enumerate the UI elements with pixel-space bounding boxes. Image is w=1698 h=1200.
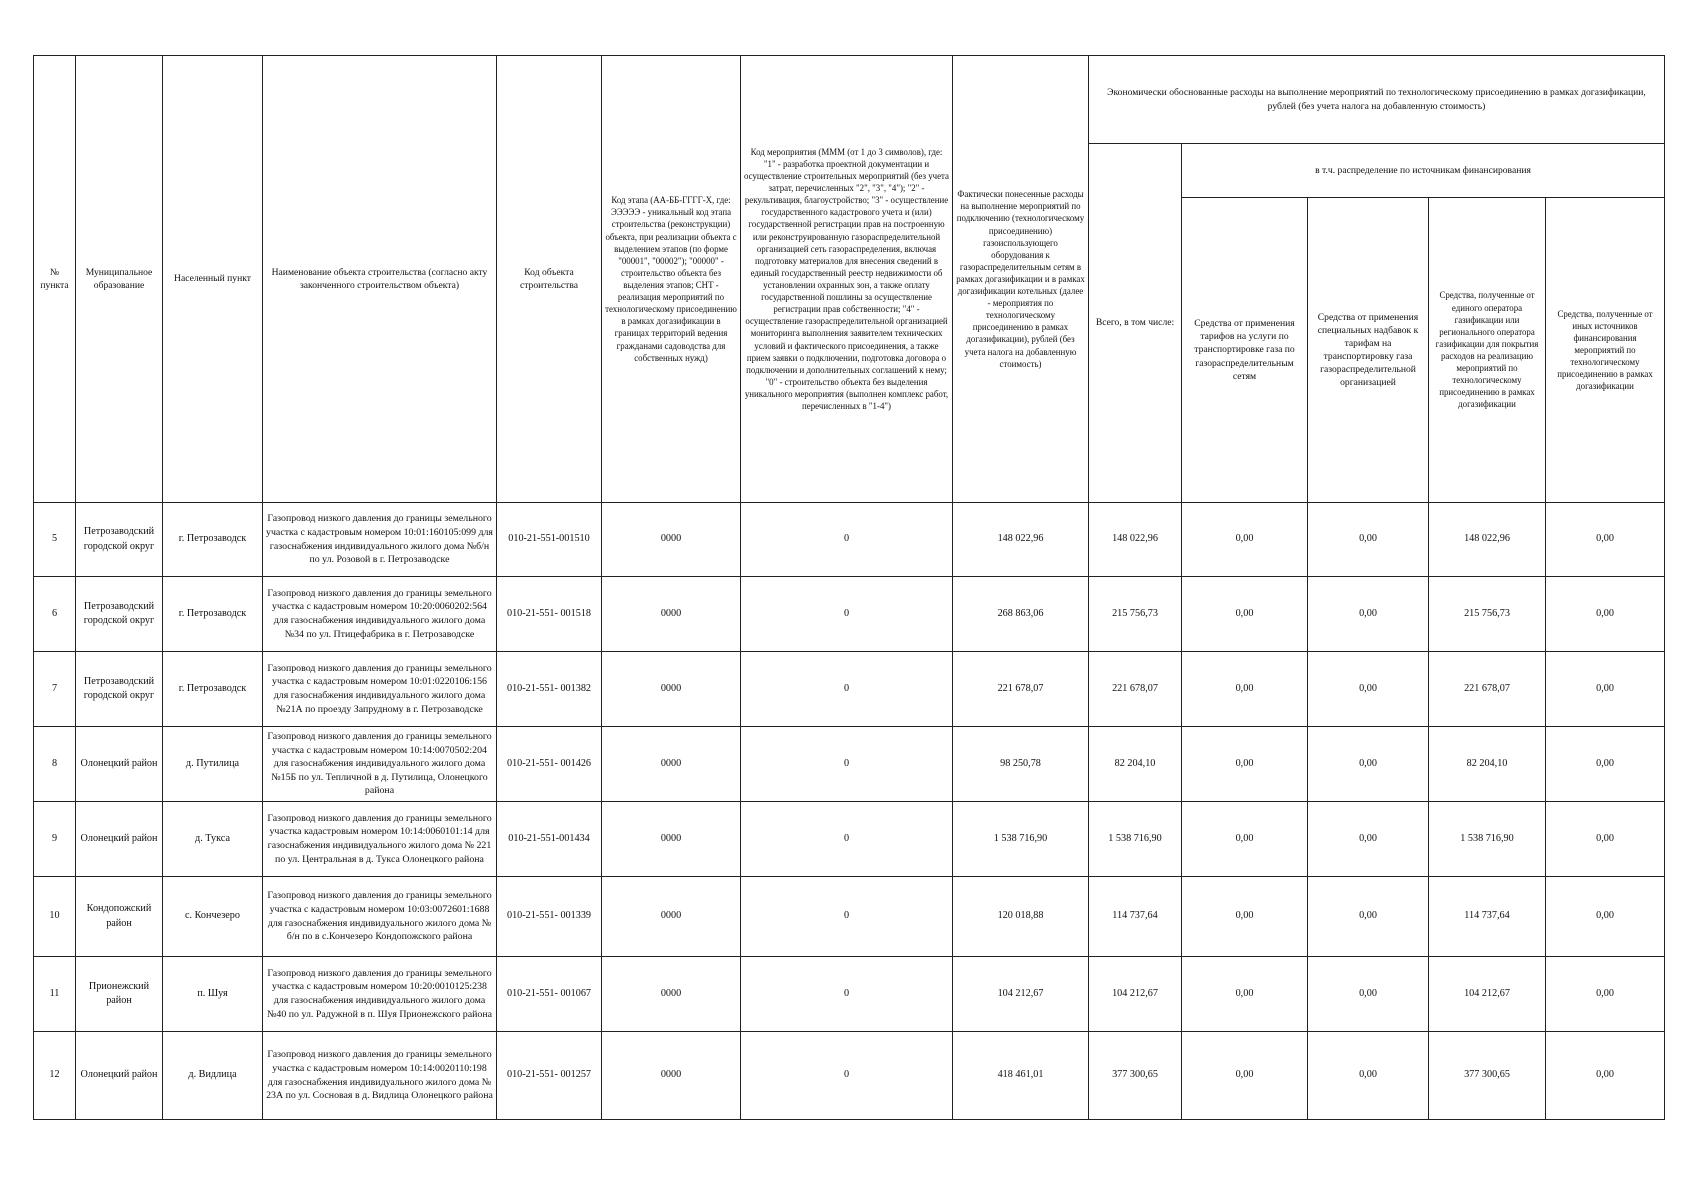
- cell-event-code: 0: [741, 727, 953, 802]
- cell-municipality: Кондопожский район: [76, 877, 163, 957]
- table-row: [34, 1032, 1665, 1120]
- cell-operator: 82 204,10: [1429, 727, 1546, 802]
- cell-total: 221 678,07: [1089, 652, 1182, 727]
- cell-event-code: 0: [741, 877, 953, 957]
- cell-surcharges: 0,00: [1308, 577, 1429, 652]
- table-row: [34, 802, 1665, 877]
- cell-actual: 120 018,88: [953, 877, 1089, 957]
- cell-settlement: г. Петрозаводск: [163, 652, 263, 727]
- cell-surcharges: 0,00: [1308, 957, 1429, 1032]
- header-src-surcharges: Средства от применения специальных надбавок к тарифам на транспортировку газа газораспределительной организацией: [1308, 198, 1429, 503]
- cell-municipality: Олонецкий район: [76, 802, 163, 877]
- cell-actual: 268 863,06: [953, 577, 1089, 652]
- dogasification-table: [33, 55, 1665, 1120]
- cell-actual: 104 212,67: [953, 957, 1089, 1032]
- header-municipality: Муниципальное образование: [76, 56, 163, 503]
- cell-tariffs: 0,00: [1182, 727, 1308, 802]
- cell-object-code: 010-21-551- 001257: [497, 1032, 602, 1120]
- cell-total: 82 204,10: [1089, 727, 1182, 802]
- cell-operator: 215 756,73: [1429, 577, 1546, 652]
- cell-settlement: д. Видлица: [163, 1032, 263, 1120]
- cell-stage-code: 0000: [602, 957, 741, 1032]
- header-total: Всего, в том числе:: [1089, 144, 1182, 503]
- cell-surcharges: 0,00: [1308, 877, 1429, 957]
- cell-tariffs: 0,00: [1182, 877, 1308, 957]
- cell-municipality: Олонецкий район: [76, 1032, 163, 1120]
- header-settlement: Населенный пункт: [163, 56, 263, 503]
- cell-num: 9: [34, 802, 76, 877]
- cell-object-code: 010-21-551- 001518: [497, 577, 602, 652]
- cell-surcharges: 0,00: [1308, 1032, 1429, 1120]
- cell-event-code: 0: [741, 1032, 953, 1120]
- cell-object-code: 010-21-551- 001067: [497, 957, 602, 1032]
- cell-event-code: 0: [741, 652, 953, 727]
- cell-num: 7: [34, 652, 76, 727]
- cell-stage-code: 0000: [602, 877, 741, 957]
- cell-object-name: Газопровод низкого давления до границы земельного участка с кадастровым номером 10:03:0072601:1688 для газоснабжения индивидуального жилого дома № б/н по в с.Кончезеро Кондопожского района: [263, 877, 497, 957]
- cell-event-code: 0: [741, 577, 953, 652]
- cell-stage-code: 0000: [602, 577, 741, 652]
- cell-object-code: 010-21-551-001510: [497, 503, 602, 577]
- cell-num: 10: [34, 877, 76, 957]
- cell-object-name: Газопровод низкого давления до границы земельного участка с кадастровым номером 10:20:0010125:238 для газоснабжения индивидуального жилого дома №40 по ул. Радужной в п. Шуя Прионежского района: [263, 957, 497, 1032]
- cell-operator: 114 737,64: [1429, 877, 1546, 957]
- cell-event-code: 0: [741, 802, 953, 877]
- cell-object-code: 010-21-551- 001426: [497, 727, 602, 802]
- cell-tariffs: 0,00: [1182, 957, 1308, 1032]
- cell-object-code: 010-21-551- 001382: [497, 652, 602, 727]
- cell-operator: 148 022,96: [1429, 503, 1546, 577]
- header-econ-group: Экономически обоснованные расходы на выполнение мероприятий по технологическому присоединению в рамках догазификации, рублей (без учета налога на добавленную стоимость): [1089, 56, 1665, 144]
- cell-other: 0,00: [1546, 503, 1665, 577]
- cell-total: 148 022,96: [1089, 503, 1182, 577]
- table-row: [34, 957, 1665, 1032]
- cell-other: 0,00: [1546, 652, 1665, 727]
- cell-total: 104 212,67: [1089, 957, 1182, 1032]
- cell-tariffs: 0,00: [1182, 652, 1308, 727]
- cell-total: 377 300,65: [1089, 1032, 1182, 1120]
- header-sources-group: в т.ч. распределение по источникам финансирования: [1182, 144, 1665, 198]
- cell-object-name: Газопровод низкого давления до границы земельного участка с кадастровым номером 10:14:0020110:198 для газоснабжения индивидуального жилого дома № 23А по ул. Сосновая в д. Видлица Олонецкого района: [263, 1032, 497, 1120]
- cell-tariffs: 0,00: [1182, 577, 1308, 652]
- cell-surcharges: 0,00: [1308, 802, 1429, 877]
- cell-object-code: 010-21-551- 001339: [497, 877, 602, 957]
- cell-actual: 1 538 716,90: [953, 802, 1089, 877]
- cell-municipality: Петрозаводский городской округ: [76, 503, 163, 577]
- cell-stage-code: 0000: [602, 1032, 741, 1120]
- cell-event-code: 0: [741, 957, 953, 1032]
- cell-num: 12: [34, 1032, 76, 1120]
- cell-actual: 98 250,78: [953, 727, 1089, 802]
- cell-operator: 104 212,67: [1429, 957, 1546, 1032]
- cell-object-name: Газопровод низкого давления до границы земельного участка кадастровым номером 10:14:0060101:14 для газоснабжения индивидуального жилого дома № 221 по ул. Центральная в д. Тукса Олонецкого района: [263, 802, 497, 877]
- header-src-operator: Средства, полученные от единого оператора газификации или регионального оператора газификации для покрытия расходов на реализацию мероприятий по технологическому присоединению в рамках догазификации: [1429, 198, 1546, 503]
- cell-tariffs: 0,00: [1182, 1032, 1308, 1120]
- header-event-code: Код мероприятия (МММ (от 1 до 3 символов), где: "1" - разработка проектной документации и осуществление строительных мероприятий (без учета затрат, перечисленных "2", "3", "4"); "2" - рекультивация, благоустройство; "3" - осуществление государственного кадастрового учета и (или) государственной регистрации прав на построенную или реконструированную газораспределительной организацией сеть газораспределения, включая подготовку материалов для внесения сведений в единый государственный реестр недвижимости об установлении охранных зон, а также оплату государственной пошлины за осуществление регистрации прав собственности; "4" - осуществление газораспределительной организацией мониторинга выполнения заявителем технических условий и фактического присоединения, а также прием заявки о подключении, подготовка договора о подключении и дополнительных соглашений к нему; "0" - строительство объекта без выделения уникального мероприятия (выполнен комплекс работ, перечисленных в "1-4"): [741, 56, 953, 503]
- cell-object-name: Газопровод низкого давления до границы земельного участка с кадастровым номером 10:01:160105:099 для газоснабжения индивидуального жилого дома №б/н по ул. Розовой в г. Петрозаводске: [263, 503, 497, 577]
- header-stage-code: Код этапа (АА-ББ-ГГГГ-Х, где: ЭЭЭЭЭ - уникальный код этапа строительства (реконструкции) объекта, при реализации объекта с выделением этапов (по форме "00001", "00002"); "00000" - строительство объекта без выделения этапов; СНТ - реализация мероприятий по технологическому присоединению в рамках догазификации в границах территорий ведения гражданами садоводства для собственных нужд): [602, 56, 741, 503]
- header-src-other: Средства, полученные от иных источников финансирования мероприятий по технологическому присоединению в рамках догазификации: [1546, 198, 1665, 503]
- table-row: [34, 503, 1665, 577]
- table-body: [34, 503, 1665, 1120]
- cell-municipality: Прионежский район: [76, 957, 163, 1032]
- cell-surcharges: 0,00: [1308, 727, 1429, 802]
- cell-settlement: п. Шуя: [163, 957, 263, 1032]
- cell-other: 0,00: [1546, 727, 1665, 802]
- cell-settlement: г. Петрозаводск: [163, 577, 263, 652]
- cell-surcharges: 0,00: [1308, 503, 1429, 577]
- cell-stage-code: 0000: [602, 802, 741, 877]
- table-row: [34, 877, 1665, 957]
- cell-municipality: Петрозаводский городской округ: [76, 577, 163, 652]
- cell-municipality: Петрозаводский городской округ: [76, 652, 163, 727]
- cell-num: 6: [34, 577, 76, 652]
- cell-settlement: г. Петрозаводск: [163, 503, 263, 577]
- cell-other: 0,00: [1546, 957, 1665, 1032]
- cell-actual: 221 678,07: [953, 652, 1089, 727]
- cell-other: 0,00: [1546, 802, 1665, 877]
- cell-num: 5: [34, 503, 76, 577]
- cell-stage-code: 0000: [602, 727, 741, 802]
- cell-operator: 377 300,65: [1429, 1032, 1546, 1120]
- cell-stage-code: 0000: [602, 652, 741, 727]
- cell-other: 0,00: [1546, 1032, 1665, 1120]
- cell-tariffs: 0,00: [1182, 503, 1308, 577]
- cell-operator: 1 538 716,90: [1429, 802, 1546, 877]
- cell-actual: 418 461,01: [953, 1032, 1089, 1120]
- cell-object-name: Газопровод низкого давления до границы земельного участка с кадастровым номером 10:01:0220106:156 для газоснабжения индивидуального жилого дома №21А по проезду Запрудному в г. Петрозаводске: [263, 652, 497, 727]
- header-object-code: Код объекта строительства: [497, 56, 602, 503]
- cell-settlement: д. Путилица: [163, 727, 263, 802]
- cell-municipality: Олонецкий район: [76, 727, 163, 802]
- cell-stage-code: 0000: [602, 503, 741, 577]
- cell-surcharges: 0,00: [1308, 652, 1429, 727]
- cell-actual: 148 022,96: [953, 503, 1089, 577]
- cell-settlement: д. Тукса: [163, 802, 263, 877]
- cell-other: 0,00: [1546, 877, 1665, 957]
- cell-tariffs: 0,00: [1182, 802, 1308, 877]
- table-row: [34, 652, 1665, 727]
- cell-object-name: Газопровод низкого давления до границы земельного участка с кадастровым номером 10:20:0060202:564 для газоснабжения индивидуального жилого дома №34 по ул. Птицефабрика в г. Петрозаводске: [263, 577, 497, 652]
- header-num: № пункта: [34, 56, 76, 503]
- table-row: [34, 577, 1665, 652]
- table-row: [34, 727, 1665, 802]
- cell-total: 1 538 716,90: [1089, 802, 1182, 877]
- cell-event-code: 0: [741, 503, 953, 577]
- cell-num: 8: [34, 727, 76, 802]
- cell-operator: 221 678,07: [1429, 652, 1546, 727]
- cell-settlement: с. Кончезеро: [163, 877, 263, 957]
- cell-total: 215 756,73: [1089, 577, 1182, 652]
- cell-other: 0,00: [1546, 577, 1665, 652]
- cell-total: 114 737,64: [1089, 877, 1182, 957]
- header-actual-costs: Фактически понесенные расходы на выполнение мероприятий по подключению (технологическому присоединению) газоиспользующего оборудования к газораспределительным сетям в рамках догазификации и в рамках догазификации котельных (далее - мероприятия по технологическому присоединению в рамках догазификации), рублей (без учета налога на добавленную стоимость): [953, 56, 1089, 503]
- cell-object-code: 010-21-551-001434: [497, 802, 602, 877]
- header-object-name: Наименование объекта строительства (согласно акту законченного строительством объекта): [263, 56, 497, 503]
- header-src-tariffs: Средства от применения тарифов на услуги по транспортировке газа по газораспределительным сетям: [1182, 198, 1308, 503]
- cell-num: 11: [34, 957, 76, 1032]
- cell-object-name: Газопровод низкого давления до границы земельного участка с кадастровым номером 10:14:0070502:204 для газоснабжения индивидуального жилого дома №15Б по ул. Тепличной в д. Путилица, Олонецкого района: [263, 727, 497, 802]
